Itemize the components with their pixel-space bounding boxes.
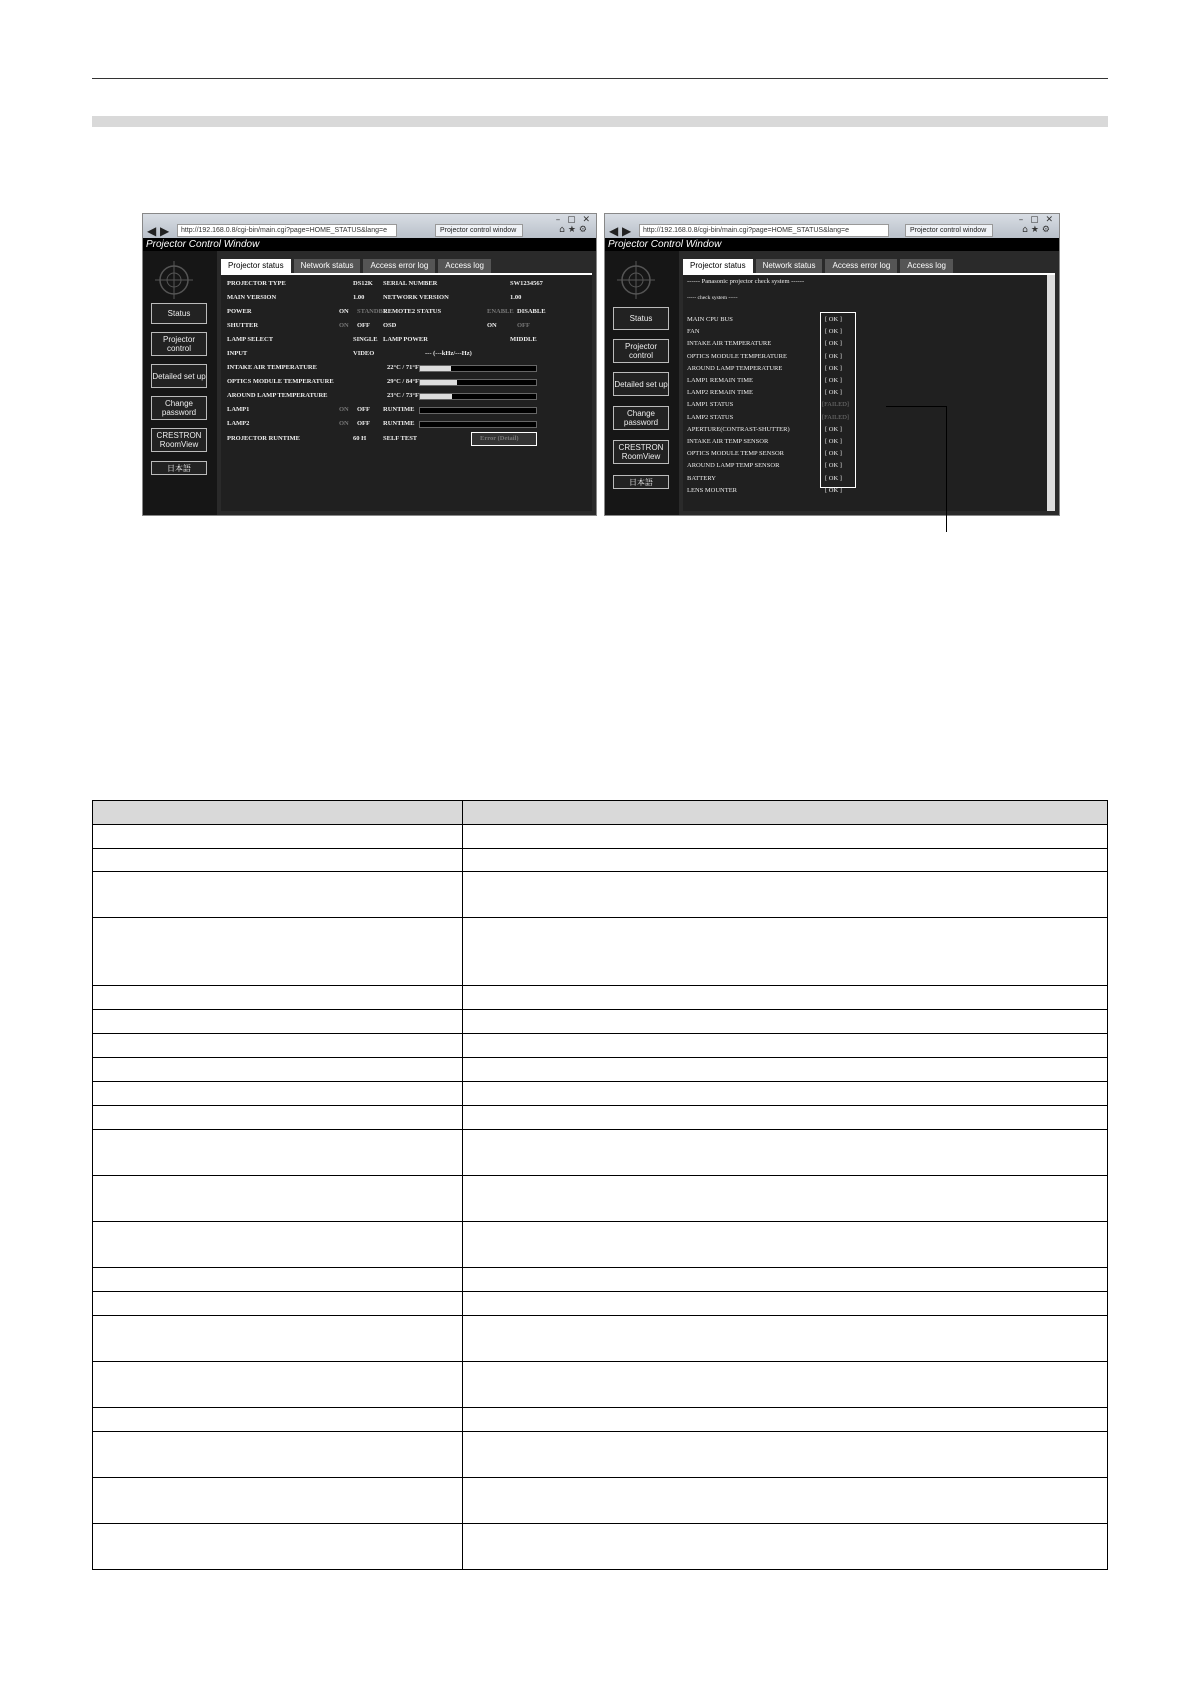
status-row-l1: OPTICS MODULE TEMPERATURE <box>227 378 334 385</box>
status-row-c: ENABLE <box>487 308 514 315</box>
status-row-l2: RUNTIME <box>383 420 415 427</box>
check-item-status: [ OK ] <box>825 462 842 470</box>
table-cell <box>93 1268 463 1291</box>
browser-chrome <box>143 214 596 238</box>
status-tabs <box>683 259 953 273</box>
check-item-name: INTAKE AIR TEMP SENSOR <box>687 438 769 445</box>
self-test-window <box>604 213 1060 516</box>
crestron-roomview-button[interactable]: CRESTRON RoomView <box>151 428 207 452</box>
sidebar <box>143 251 217 515</box>
projector-logo-icon <box>615 259 661 301</box>
status-tabs <box>221 259 491 273</box>
address-bar[interactable]: http://192.168.0.8/cgi-bin/main.cgi?page=HOME_STATUS&lang=e <box>639 224 889 237</box>
status-row-l1: LAMP1 <box>227 406 250 413</box>
check-item-name: OPTICS MODULE TEMP SENSOR <box>687 450 784 458</box>
table-header-row <box>93 801 1107 824</box>
check-item-name: OPTICS MODULE TEMPERATURE <box>687 352 787 360</box>
table-row <box>93 1477 1107 1523</box>
table-row <box>93 1267 1107 1291</box>
table-cell <box>93 1130 463 1175</box>
status-row-a: ON <box>339 420 349 427</box>
tab-access-error-log[interactable]: Access error log <box>825 259 897 273</box>
home-star-gear-icons[interactable]: ⌂★⚙ <box>1022 225 1053 235</box>
status-row <box>225 404 588 416</box>
table-row <box>93 1523 1107 1569</box>
table-cell <box>93 1106 463 1129</box>
back-forward-icon[interactable]: ◀ ▶ <box>609 224 632 238</box>
check-item-name: AROUND LAMP TEMP SENSOR <box>687 462 780 470</box>
check-item-status: [FAILED] <box>822 413 849 421</box>
table-row <box>93 985 1107 1009</box>
status-row-l1: INTAKE AIR TEMPERATURE <box>227 364 317 371</box>
status-row-v1: DS12K <box>353 280 373 287</box>
table-cell <box>463 1176 1107 1221</box>
check-item-status: [ OK ] <box>825 438 842 445</box>
check-item-status: [ OK ] <box>825 377 842 384</box>
table-row <box>93 1129 1107 1175</box>
status-row <box>225 292 588 304</box>
table-row <box>93 1009 1107 1033</box>
tab-projector-status[interactable]: Projector status <box>683 259 753 273</box>
level-gauge <box>419 379 537 386</box>
status-row-l2: RUNTIME <box>383 406 415 413</box>
table-row <box>93 1221 1107 1267</box>
status-row <box>225 278 588 290</box>
window-title: Projector Control Window <box>605 238 1059 251</box>
description-table <box>92 800 1108 1570</box>
status-row-v1: VIDEO <box>353 350 375 357</box>
status-row-c: ON <box>487 322 497 329</box>
status-row-v2: SW1234567 <box>510 280 543 287</box>
window-controls[interactable]: – ▢ ✕ <box>1018 215 1055 225</box>
table-cell <box>93 1478 463 1523</box>
status-row <box>225 362 588 374</box>
status-row-l2: LAMP POWER <box>383 336 428 343</box>
check-item-status: [ OK ] <box>825 316 842 323</box>
scrollbar[interactable] <box>1047 275 1055 511</box>
table-cell <box>463 1010 1107 1033</box>
status-row-v2: MIDDLE <box>510 336 537 343</box>
status-row-v1: 22°C / 71°F <box>387 364 419 371</box>
check-item-name: LAMP2 REMAIN TIME <box>687 389 753 397</box>
home-star-gear-icons[interactable]: ⌂★⚙ <box>559 225 590 235</box>
status-row-l2: REMOTE2 STATUS <box>383 308 442 315</box>
table-row <box>93 1315 1107 1361</box>
status-row <box>225 390 588 402</box>
status-row-d: DISABLE <box>517 308 546 315</box>
address-bar[interactable]: http://192.168.0.8/cgi-bin/main.cgi?page=HOME_STATUS&lang=e <box>177 224 397 237</box>
projector-control-button[interactable]: Projector control <box>613 339 669 363</box>
status-row-l1: LAMP SELECT <box>227 336 274 343</box>
table-row <box>93 1361 1107 1407</box>
table-cell <box>463 918 1107 985</box>
table-cell <box>93 1292 463 1315</box>
browser-tab[interactable]: Projector control window <box>905 224 993 237</box>
table-cell <box>93 801 463 824</box>
table-cell <box>93 1316 463 1361</box>
status-row-l1: PROJECTOR RUNTIME <box>227 435 301 442</box>
status-row-l2: SELF TEST <box>383 435 418 442</box>
status-row-v2: 1.00 <box>510 294 522 301</box>
table-row <box>93 871 1107 917</box>
change-password-button[interactable]: Change password <box>613 406 669 430</box>
tab-access-log[interactable]: Access log <box>900 259 953 273</box>
projector-status-window <box>142 213 597 516</box>
table-cell <box>463 1292 1107 1315</box>
table-cell <box>463 1316 1107 1361</box>
table-cell <box>93 1362 463 1407</box>
check-item-status: [ OK ] <box>825 328 842 336</box>
table-row <box>93 917 1107 985</box>
check-item-status: [ OK ] <box>825 486 842 494</box>
check-system-heading: ------ Panasonic projector check system ------ <box>687 278 805 285</box>
status-row <box>225 433 588 445</box>
level-gauge <box>419 365 537 372</box>
check-item-name: BATTERY <box>687 474 716 482</box>
check-item-name: APERTURE(CONTRAST-SHUTTER) <box>687 425 790 433</box>
table-cell <box>463 1268 1107 1291</box>
check-item-name: INTAKE AIR TEMPERATURE <box>687 340 772 348</box>
projector-logo-icon <box>153 259 199 301</box>
table-cell <box>463 1034 1107 1057</box>
table-row <box>93 1105 1107 1129</box>
control-window-body <box>143 251 596 515</box>
status-row-l1: PROJECTOR TYPE <box>227 280 286 287</box>
table-cell <box>463 1478 1107 1523</box>
callout-line <box>946 406 947 532</box>
top-rule <box>92 78 1108 79</box>
projector-status-panel <box>221 273 592 511</box>
status-row-l2: NETWORK VERSION <box>383 294 449 301</box>
status-row-l1: LAMP2 <box>227 420 250 427</box>
check-item-status: [ OK ] <box>825 474 842 482</box>
table-cell <box>463 849 1107 871</box>
error-detail-button[interactable] <box>471 432 537 446</box>
table-cell <box>93 918 463 985</box>
table-row <box>93 1081 1107 1105</box>
detailed-setup-button[interactable]: Detailed set up <box>613 372 669 396</box>
table-row <box>93 1033 1107 1057</box>
check-item-name: MAIN CPU BUS <box>687 316 733 323</box>
main-content <box>679 251 1059 515</box>
change-password-button[interactable]: Change password <box>151 396 207 420</box>
table-row <box>93 1175 1107 1221</box>
check-system-subheading: ----- check system ----- <box>687 295 738 301</box>
main-content <box>217 251 596 515</box>
check-item-status: [FAILED] <box>822 401 849 409</box>
check-system-panel <box>683 273 1055 511</box>
check-item-name: AROUND LAMP TEMPERATURE <box>687 364 783 372</box>
status-row-a: ON <box>339 322 349 329</box>
status-row-l2: SERIAL NUMBER <box>383 280 438 287</box>
table-cell <box>93 1432 463 1477</box>
back-forward-icon[interactable]: ◀ ▶ <box>147 224 170 238</box>
table-cell <box>463 1082 1107 1105</box>
table-cell <box>463 825 1107 848</box>
table-row <box>93 1407 1107 1431</box>
table-row <box>93 1431 1107 1477</box>
table-cell <box>93 825 463 848</box>
check-item-status: [ OK ] <box>825 340 842 348</box>
level-gauge <box>419 393 537 400</box>
crestron-roomview-button[interactable]: CRESTRON RoomView <box>613 440 669 464</box>
table-row <box>93 848 1107 871</box>
status-row-v1: 1.00 <box>353 294 365 301</box>
status-row-l1: INPUT <box>227 350 248 357</box>
callout-line <box>886 406 947 407</box>
browser-chrome <box>605 214 1059 238</box>
japanese-language-button[interactable]: 日本語 <box>613 475 669 489</box>
status-row-l1: MAIN VERSION <box>227 294 277 301</box>
status-row-v1: 60 H <box>353 435 367 442</box>
sidebar <box>605 251 679 515</box>
window-title: Projector Control Window <box>143 238 596 251</box>
status-row <box>225 376 588 388</box>
table-cell <box>463 1432 1107 1477</box>
detailed-setup-button[interactable]: Detailed set up <box>151 364 207 388</box>
status-row-l1: SHUTTER <box>227 322 259 329</box>
level-gauge <box>419 407 537 414</box>
table-cell <box>463 801 1107 824</box>
status-row <box>225 418 588 430</box>
status-row-d: OFF <box>517 322 530 329</box>
table-cell <box>93 1408 463 1431</box>
status-row-l1: AROUND LAMP TEMPERATURE <box>227 392 328 399</box>
table-cell <box>93 1010 463 1033</box>
table-cell <box>463 1130 1107 1175</box>
check-item-name: FAN <box>687 328 700 336</box>
table-cell <box>463 1408 1107 1431</box>
control-window-body <box>605 251 1059 515</box>
check-item-status: [ OK ] <box>825 389 842 397</box>
tab-projector-status[interactable]: Projector status <box>221 259 291 273</box>
status-button[interactable]: Status <box>613 307 669 330</box>
tab-access-log[interactable]: Access log <box>438 259 491 273</box>
tab-network-status[interactable]: Network status <box>756 259 823 273</box>
table-cell <box>93 1058 463 1081</box>
table-cell <box>463 1106 1107 1129</box>
section-heading-bar <box>92 116 1108 127</box>
status-button[interactable]: Status <box>151 303 207 324</box>
status-row-extra: --- (---kHz/---Hz) <box>425 350 472 357</box>
tab-network-status[interactable]: Network status <box>294 259 361 273</box>
table-cell <box>93 1176 463 1221</box>
status-row-v1: 29°C / 84°F <box>387 378 419 385</box>
window-controls[interactable]: – ▢ ✕ <box>555 215 592 225</box>
browser-tab[interactable]: Projector control window <box>435 224 523 237</box>
status-row-l1: POWER <box>227 308 252 315</box>
table-cell <box>463 1058 1107 1081</box>
status-row-a: ON <box>339 406 349 413</box>
table-cell <box>93 1222 463 1267</box>
projector-control-button[interactable]: Projector control <box>151 332 207 356</box>
table-cell <box>93 986 463 1009</box>
check-item-status: [ OK ] <box>825 425 842 433</box>
table-cell <box>93 872 463 917</box>
table-cell <box>463 986 1107 1009</box>
error-detail-label: Error (Detail) <box>480 435 519 442</box>
table-row <box>93 824 1107 848</box>
status-row-l2: OSD <box>383 322 397 329</box>
level-gauge <box>419 421 537 428</box>
table-cell <box>463 1524 1107 1569</box>
table-cell <box>463 872 1107 917</box>
table-row <box>93 1291 1107 1315</box>
check-item-status: [ OK ] <box>825 450 842 458</box>
tab-access-error-log[interactable]: Access error log <box>363 259 435 273</box>
status-row-b: OFF <box>357 406 370 413</box>
table-cell <box>93 1034 463 1057</box>
check-item-name: LAMP2 STATUS <box>687 413 734 421</box>
status-row-b: OFF <box>357 322 370 329</box>
check-item-status: [ OK ] <box>825 352 842 360</box>
status-row <box>225 348 588 360</box>
check-item-name: LENS MOUNTER <box>687 486 738 494</box>
status-row <box>225 306 588 318</box>
japanese-language-button[interactable]: 日本語 <box>151 461 207 475</box>
status-row <box>225 334 588 346</box>
table-cell <box>93 1082 463 1105</box>
check-item-status: [ OK ] <box>825 364 842 372</box>
status-row <box>225 320 588 332</box>
table-row <box>93 1057 1107 1081</box>
status-row-v1: 23°C / 73°F <box>387 392 419 399</box>
table-cell <box>463 1222 1107 1267</box>
status-row-b: STANDBY <box>357 308 388 315</box>
table-cell <box>93 849 463 871</box>
table-cell <box>463 1362 1107 1407</box>
status-row-b: OFF <box>357 420 370 427</box>
status-row-v1: SINGLE <box>353 336 378 343</box>
check-item-name: LAMP1 REMAIN TIME <box>687 377 753 384</box>
status-row-a: ON <box>339 308 349 315</box>
check-item-name: LAMP1 STATUS <box>687 401 734 409</box>
table-cell <box>93 1524 463 1569</box>
